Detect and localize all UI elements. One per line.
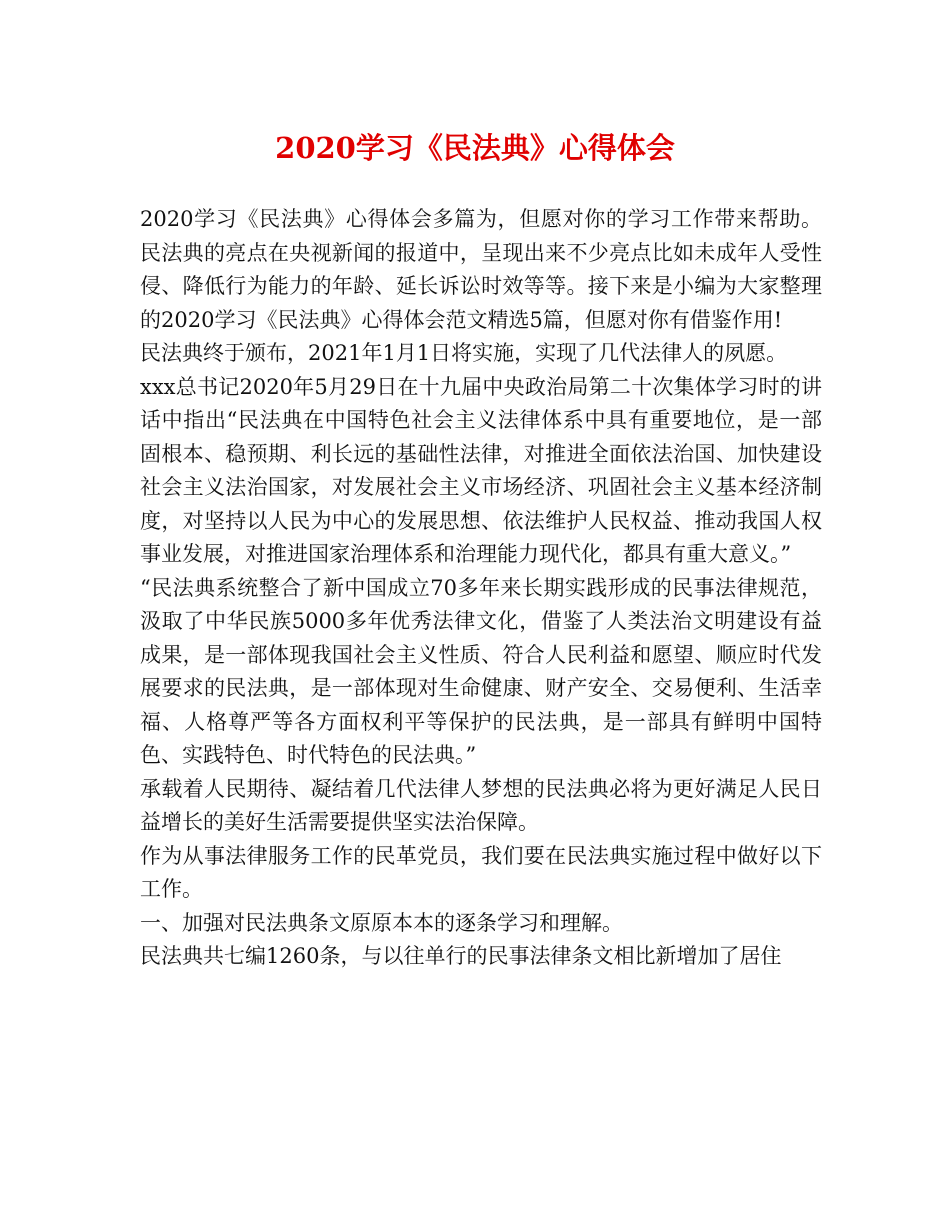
paragraph-speech-quote: xxx总书记2020年5月29日在十九届中央政治局第二十次集体学习时的讲话中指出“民法典在中国特色社会主义法律体系中具有重要地位，是一部固根本、稳预期、利长远的基础性法律，对推进全面依法治国、加快建设社会主义法治国家，对发展社会主义市场经济、巩固社会主义基本经济制度，对坚持以人民为中心的发展思想、依法维护人民权益、推动我国人权事业发展，对推进国家治理体系和治理能力现代化，都具有重大意义。”: [140, 374, 822, 566]
paragraph-system-quote: “民法典系统整合了新中国成立70多年来长期实践形成的民事法律规范，汲取了中华民族5000多年优秀法律文化，借鉴了人类法治文明建设有益成果，是一部体现我国社会主义性质、符合人民利益和愿望、顺应时代发展要求的民法典，是一部体现对生命健康、财产安全、交易便利、生活幸福、人格尊严等各方面权利平等保护的民法典，是一部具有鲜明中国特色、实践特色、时代特色的民法典。”: [140, 575, 822, 767]
paragraph-intro: 2020学习《民法典》心得体会多篇为，但愿对你的学习工作带来帮助。民法典的亮点在央视新闻的报道中，呈现出来不少亮点比如未成年人受性侵、降低行为能力的年龄、延长诉讼时效等等。接下来是小编为大家整理的2020学习《民法典》心得体会范文精选5篇，但愿对你有借鉴作用!: [140, 207, 822, 332]
document-title: 2020学习《民法典》心得体会: [275, 131, 675, 165]
paragraph-articles: 民法典共七编1260条，与以往单行的民事法律条文相比新增加了居住: [140, 944, 782, 968]
paragraph-expectation: 承载着人民期待、凝结着几代法律人梦想的民法典必将为更好满足人民日益增长的美好生活需要提供坚实法治保障。: [140, 776, 822, 834]
paragraph-duty: 作为从事法律服务工作的民革党员，我们要在民法典实施过程中做好以下工作。: [140, 843, 822, 901]
paragraph-promulgation: 民法典终于颁布，2021年1月1日将实施，实现了几代法律人的夙愿。: [140, 341, 788, 365]
paragraph-section-heading: 一、加强对民法典条文原原本本的逐条学习和理解。: [140, 910, 623, 935]
document-body: [140, 203, 822, 974]
